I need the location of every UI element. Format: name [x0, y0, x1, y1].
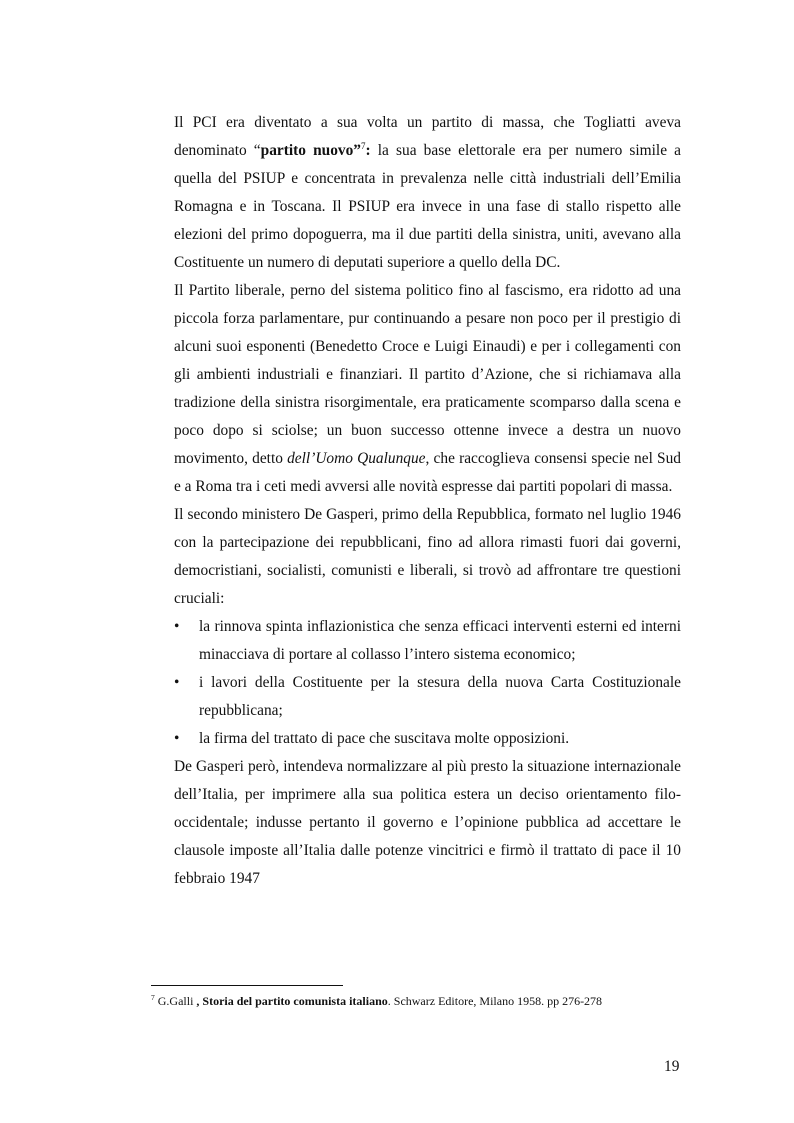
bullet-icon: • — [174, 730, 180, 747]
list-item: • la firma del trattato di pace che suscitava molte opposizioni. — [174, 725, 681, 753]
footnote-7: $^7$ G.Galli , Storia del partito comunista italiano. Schwarz Editore, Milano 1958. pp 276-278 — [151, 993, 603, 1008]
list-item: • i lavori della Costituente per la stesura della nuova Carta Costituzionale repubblicana; — [174, 669, 681, 725]
emphasis-uomo-qualunque: dell’Uomo Qualunque — [287, 450, 426, 467]
paragraph-1: Il PCI era diventato a sua volta un partito di massa, che Togliatti aveva denominato “partito nuovo”$^7$: la sua base elettorale era per numero simile a quella del PSIUP e concentrata in prevalenza nelle città industriali dell’Emilia Romagna e in Toscana. Il PSIUP era invece in una fase di stallo rispetto alle elezioni del primo dopoguerra, ma il due partiti della sinistra, uniti, avevano alla Costituente un numero di deputati superiore a quello della DC. — [174, 114, 681, 271]
page-number: 19 — [664, 1058, 680, 1075]
footnote-ref-7[interactable]: 7 — [361, 140, 366, 151]
paragraph-3: Il secondo ministero De Gasperi, primo della Repubblica, formato nel luglio 1946 con la partecipazione dei repubblicani, fino ad allora rimasti fuori dai governi, democristiani, socialisti, comunisti e liberali, si trovò ad affrontare tre questioni cruciali: — [174, 506, 681, 607]
paragraph-4: De Gasperi però, intendeva normalizzare al più presto la situazione internazionale dell’Italia, per imprimere alla sua politica estera un deciso orientamento filo-occidentale; indusse pertanto il governo e l’opinione pubblica ad accettare le clausole imposte all’Italia dalle potenze vincitrici e firmò il trattato di pace il 10 febbraio 1947 — [174, 758, 681, 887]
bullet-icon: • — [174, 618, 180, 635]
paragraph-2: Il Partito liberale, perno del sistema politico fino al fascismo, era ridotto ad una piccola forza parlamentare, pur continuando a pesare non poco per il prestigio di alcuni suoi esponenti (Benedetto Croce e Luigi Einaudi) e per i collegamenti con gli ambienti industriali e finanziari. Il partito d’Azione, che si richiamava alla tradizione della sinistra risorgimentale, era praticamente scomparso dalla scena e poco dopo si sciolse; un buon successo ottenne invece a destra un nuovo movimento, detto dell’Uomo Qualunque, che raccoglieva consensi specie nel Sud e a Roma tra i ceti medi avversi alle novità espresse dai partiti popolari di massa. — [174, 282, 681, 495]
bullet-icon: • — [174, 674, 180, 691]
footnote-divider — [151, 985, 343, 986]
emphasis-partito-nuovo: partito nuovo” — [260, 142, 361, 159]
footnote-title: , Storia del partito comunista italiano — [196, 994, 388, 1008]
bullet-list — [174, 613, 681, 753]
footnote-number: 7 — [151, 993, 155, 1002]
list-item: • la rinnova spinta inflazionistica che senza efficaci interventi esterni ed interni minacciava di portare al collasso l’intero sistema economico; — [174, 613, 681, 669]
main-text — [174, 109, 681, 893]
